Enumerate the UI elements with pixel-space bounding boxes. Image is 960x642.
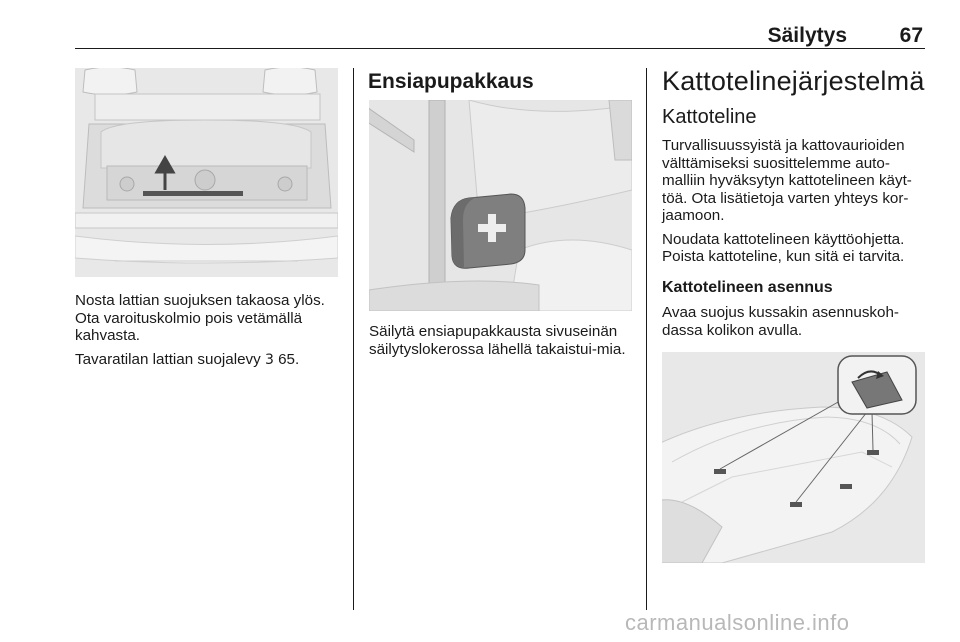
page-number: 67	[899, 24, 923, 47]
column-divider	[353, 68, 354, 610]
installation-heading: Kattotelineen asennus	[662, 279, 833, 296]
installation-paragraph: Avaa suojus kussakin asennuskoh-dassa kolikon avulla.	[662, 304, 899, 339]
col1-text	[75, 292, 343, 375]
roof-rack-system-heading: Kattotelinejärjestelmä	[662, 66, 925, 96]
trunk-floor-figure	[75, 68, 338, 277]
page-ref-icon: 3	[264, 351, 274, 368]
col3-text-2	[662, 304, 930, 345]
first-aid-figure	[369, 100, 632, 311]
watermark: carmanualsonline.info	[625, 610, 850, 635]
roof-rack-subheading: Kattoteline	[662, 106, 757, 128]
instruction-paragraph: Nosta lattian suojuksen takaosa ylös. Ota varoituskolmio pois vetämällä kahvasta.	[75, 292, 325, 344]
reference-paragraph	[75, 351, 343, 370]
first-aid-heading: Ensiapupakkaus	[368, 70, 534, 93]
reference-text: Tavaratilan lattian suojalevy	[75, 350, 265, 368]
section-title: Säilytys	[767, 24, 847, 47]
col3-text	[662, 137, 930, 272]
roof-rack-figure	[662, 352, 925, 563]
roof-rack-paragraph-2: Noudata kattotelineen käyttöohjetta. Poista kattoteline, kun sitä ei tarvita.	[662, 230, 905, 265]
roof-rack-paragraph-1: Turvallisuussyistä ja kattovaurioiden välttämiseksi suosittelemme auto-malliin hyväksytyn kattotelineen käyt-töä. Ota lisätietoja varten yhteys kor-jaamoon.	[662, 137, 912, 224]
column-divider	[646, 68, 647, 610]
col2-text	[369, 323, 639, 364]
first-aid-paragraph: Säilytä ensiapupakkausta sivuseinän säilytyslokerossa lähellä takaistui-mia.	[369, 323, 626, 358]
reference-page: 65.	[273, 350, 300, 368]
page-header	[75, 22, 925, 49]
